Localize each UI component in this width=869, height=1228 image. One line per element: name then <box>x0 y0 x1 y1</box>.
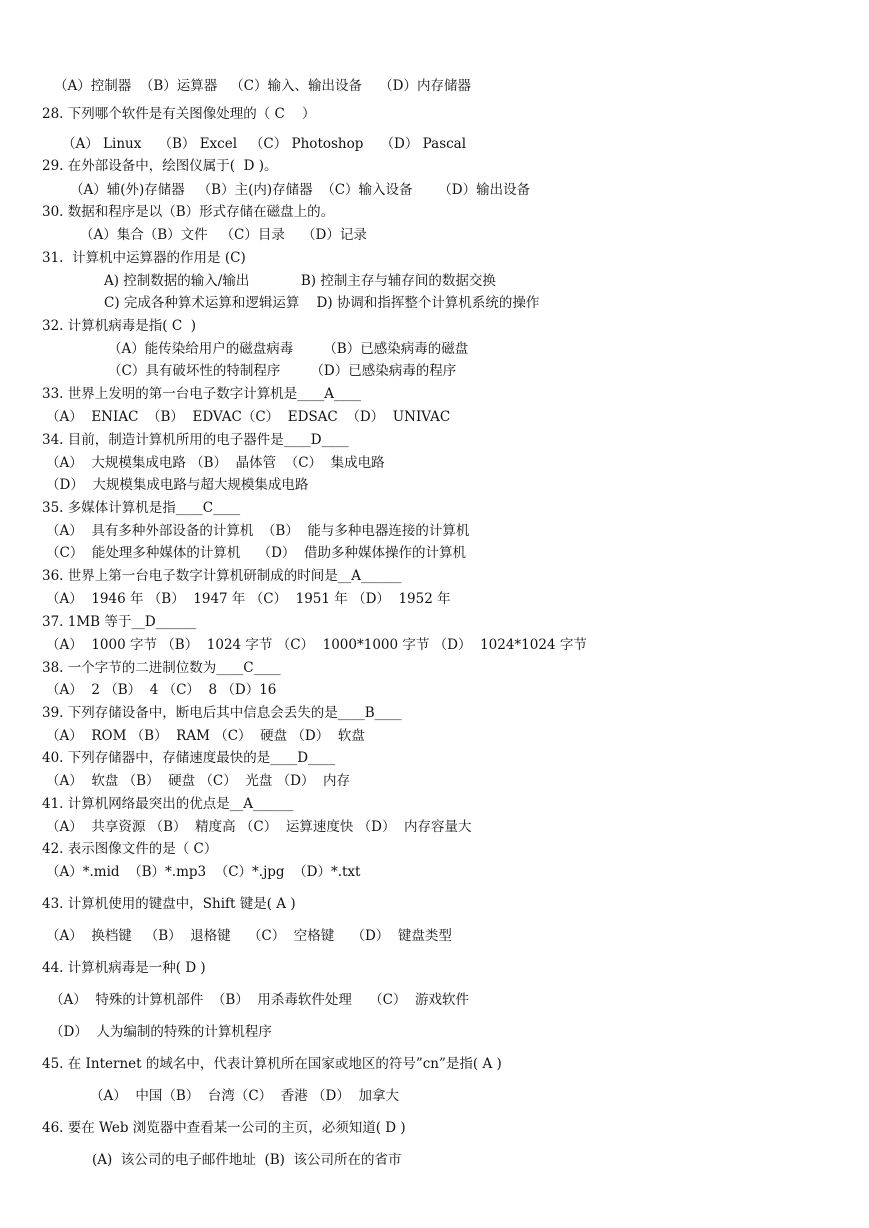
question-31-options-a-b: A) 控制数据的输入/输出 B) 控制主存与辅存间的数据交换 <box>104 273 496 289</box>
question-43-options: （A） 换档键 （B） 退格键 （C） 空格键 （D） 键盘类型 <box>46 928 452 944</box>
question-37: 37. 1MB 等于__D______ <box>42 614 197 630</box>
question-28-options: （A） Linux （B） Excel （C） Photoshop （D） Pascal <box>62 136 467 152</box>
question-43: 43. 计算机使用的键盘中，Shift 键是( A ) <box>42 896 296 912</box>
question-39-options: （A） ROM （B） RAM （C） 硬盘 （D） 软盘 <box>46 728 365 744</box>
question-27-options: （A）控制器 （B）运算器 （C）输入、输出设备 （D）内存储器 <box>54 78 471 94</box>
question-45: 45. 在 Internet 的域名中，代表计算机所在国家或地区的符号”cn”是指( A ) <box>42 1056 502 1072</box>
question-44-options-a-c: （A） 特殊的计算机部件 （B） 用杀毒软件处理 （C） 游戏软件 <box>50 992 469 1008</box>
question-41: 41. 计算机网络最突出的优点是__A______ <box>42 796 294 812</box>
question-35-options-c-d: （C） 能处理多种媒体的计算机 （D） 借助多种媒体操作的计算机 <box>46 545 466 561</box>
question-46: 46. 要在 Web 浏览器中查看某一公司的主页，必须知道( D ) <box>42 1120 406 1136</box>
question-44-option-d: （D） 人为编制的特殊的计算机程序 <box>50 1024 272 1040</box>
question-46-options: (A) 该公司的电子邮件地址 (B) 该公司所在的省市 <box>92 1152 402 1168</box>
question-31-options-c-d: C) 完成各种算术运算和逻辑运算 D) 协调和指挥整个计算机系统的操作 <box>104 295 540 311</box>
question-36: 36. 世界上第一台电子数字计算机研制成的时间是__A______ <box>42 568 402 584</box>
question-30-options: （A）集合（B）文件 （C）目录 （D）记录 <box>80 227 367 243</box>
question-34: 34. 目前，制造计算机所用的电子器件是____D____ <box>42 432 349 448</box>
question-28: 28. 下列哪个软件是有关图像处理的（ C ） <box>42 106 316 122</box>
question-34-option-d: （D） 大规模集成电路与超大规模集成电路 <box>46 477 309 493</box>
question-33-options: （A） ENIAC （B） EDVAC（C） EDSAC （D） UNIVAC <box>46 409 451 425</box>
question-38-options: （A） 2 （B） 4 （C） 8 （D）16 <box>46 682 277 698</box>
question-42: 42. 表示图像文件的是（ C） <box>42 841 218 857</box>
question-37-options: （A） 1000 字节 （B） 1024 字节 （C） 1000*1000 字节 （D） 1024*1024 字节 <box>46 637 587 653</box>
question-32-options-c-d: （C）具有破坏性的特制程序 （D）已感染病毒的程序 <box>108 363 457 379</box>
question-31: 31. 计算机中运算器的作用是 (C) <box>42 250 246 266</box>
question-35: 35. 多媒体计算机是指____C____ <box>42 500 241 516</box>
question-40-options: （A） 软盘 （B） 硬盘 （C） 光盘 （D） 内存 <box>46 773 351 789</box>
question-34-options-a-c: （A） 大规模集成电路 （B） 晶体管 （C） 集成电路 <box>46 455 385 471</box>
question-33: 33. 世界上发明的第一台电子数字计算机是____A____ <box>42 386 362 402</box>
question-30: 30. 数据和程序是以（B）形式存储在磁盘上的。 <box>42 204 335 220</box>
question-36-options: （A） 1946 年 （B） 1947 年 （C） 1951 年 （D） 1952 年 <box>46 591 451 607</box>
question-40: 40. 下列存储器中，存储速度最快的是____D____ <box>42 750 336 766</box>
question-32: 32. 计算机病毒是指( C ) <box>42 318 196 334</box>
question-41-options: （A） 共享资源 （B） 精度高 （C） 运算速度快 （D） 内存容量大 <box>46 819 472 835</box>
question-29: 29. 在外部设备中，绘图仪属于( D )。 <box>42 158 278 174</box>
question-44: 44. 计算机病毒是一种( D ) <box>42 960 206 976</box>
question-32-options-a-b: （A）能传染给用户的磁盘病毒 （B）已感染病毒的磁盘 <box>108 341 469 357</box>
question-42-options: （A）*.mid （B）*.mp3 （C）*.jpg （D）*.txt <box>46 864 361 880</box>
question-39: 39. 下列存储设备中，断电后其中信息会丢失的是____B____ <box>42 705 402 721</box>
question-29-options: （A）辅(外)存储器 （B）主(内)存储器 （C）输入设备 （D）输出设备 <box>70 182 531 198</box>
question-38: 38. 一个字节的二进制位数为____C____ <box>42 660 281 676</box>
question-35-options-a-b: （A） 具有多种外部设备的计算机 （B） 能与多种电器连接的计算机 <box>46 523 470 539</box>
question-45-options: （A） 中国（B） 台湾（C） 香港 （D） 加拿大 <box>90 1088 399 1104</box>
